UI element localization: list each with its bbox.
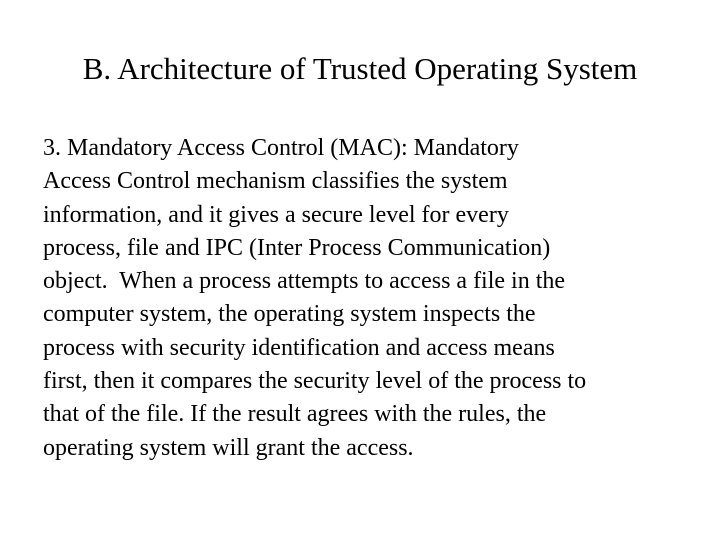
- body-line: 3. Mandatory Access Control (MAC): Mandatory: [43, 135, 519, 161]
- body-line: first, then it compares the security level of the process to: [43, 368, 587, 395]
- body-line: process with security identification and access means: [43, 334, 555, 361]
- body-line: process, file and IPC (Inter Process Communication): [43, 234, 551, 261]
- body-line: Access Control mechanism classifies the system: [43, 168, 508, 195]
- body-line: object. When a process attempts to access a file in the: [43, 268, 566, 295]
- body-line: that of the file. If the result agrees with the rules, the: [43, 401, 547, 428]
- slide-title: B. Architecture of Trusted Operating System: [82, 51, 638, 86]
- body-line: computer system, the operating system inspects the: [43, 301, 536, 328]
- body-line: operating system will grant the access.: [43, 434, 414, 461]
- body-line: information, and it gives a secure level for every: [43, 201, 509, 228]
- slide-body: [43, 132, 693, 465]
